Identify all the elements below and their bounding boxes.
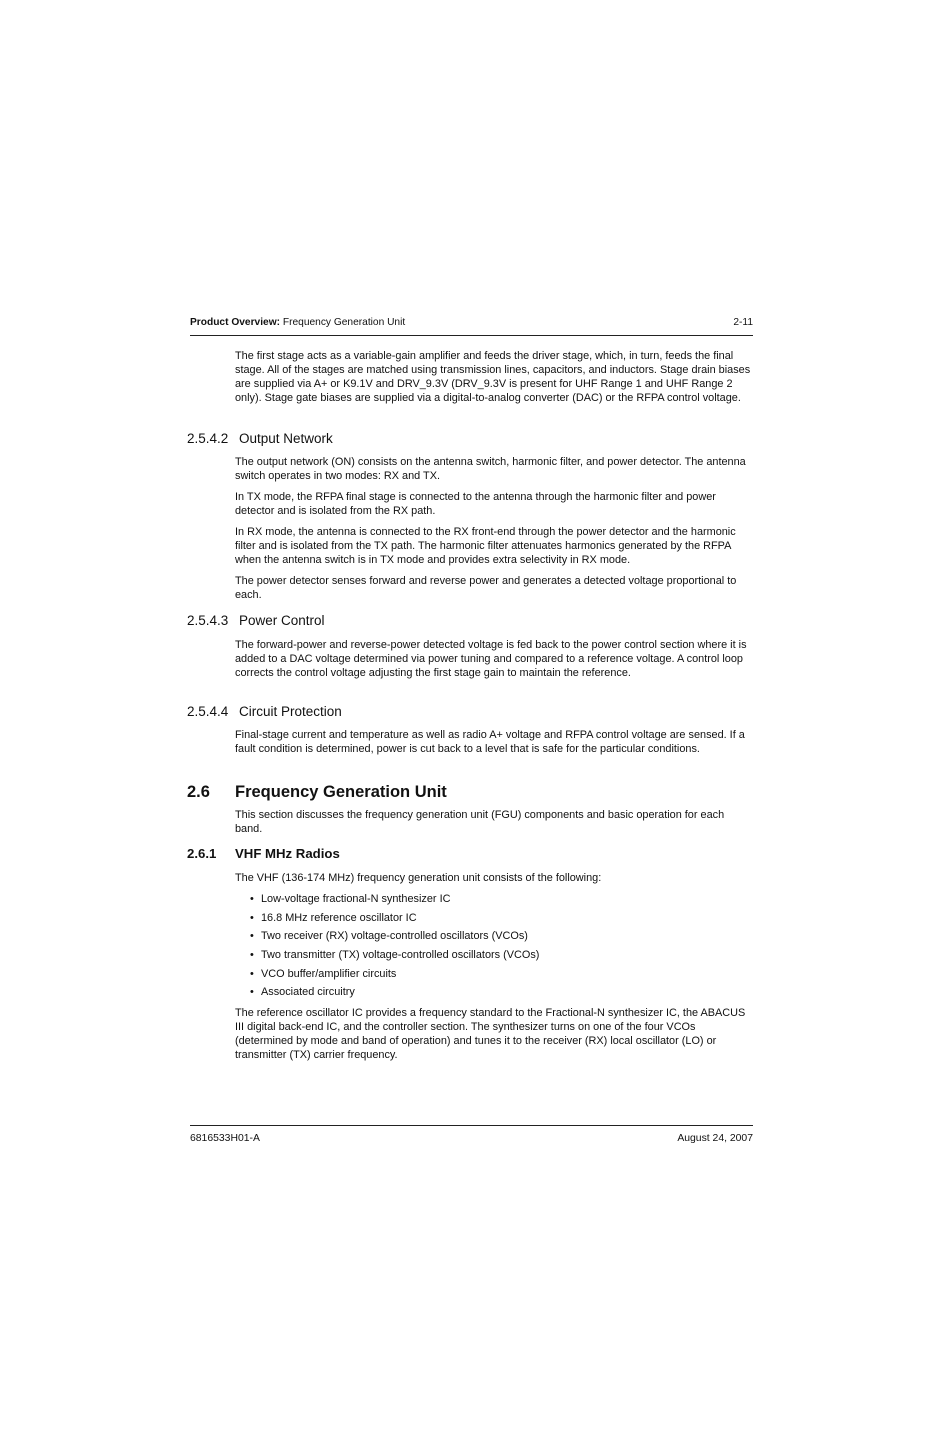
heading-number: 2.5.4.4 xyxy=(187,704,229,719)
bullet-icon: • xyxy=(250,893,254,905)
bullet-icon: • xyxy=(250,986,254,999)
list-item xyxy=(250,929,730,948)
power-control-paragraph xyxy=(235,638,751,680)
header-rule xyxy=(190,335,753,336)
list-item xyxy=(250,911,730,930)
heading-number: 2.6.1 xyxy=(187,846,217,861)
list-item xyxy=(250,967,730,986)
list-item-text: VCO buffer/amplifier circuits xyxy=(261,967,397,980)
heading-number: 2.6 xyxy=(187,783,210,801)
bullet-icon: • xyxy=(250,930,254,943)
paragraph: The reference oscillator IC provides a frequency standard to the Fractional-N synthesizer IC, the ABACUS III digital back-end IC, and the controller section. The synthesizer turns on one of the four VCOs (determined by mode and band of operation) and tunes it to the receiver (RX) local oscillator (LO) or transmitter (TX) carrier frequency. xyxy=(235,1007,746,1061)
heading-vhf-mhz-radios xyxy=(187,846,340,862)
list-item-text: Two transmitter (TX) voltage-controlled oscillators (VCOs) xyxy=(261,949,540,962)
paragraph: The power detector senses forward and reverse power and generates a detected voltage proportional to each. xyxy=(235,575,737,601)
page-number: 2-11 xyxy=(733,317,753,328)
heading-title: Circuit Protection xyxy=(239,704,342,719)
vhf-component-list xyxy=(250,892,730,1004)
list-item-text: Associated circuitry xyxy=(261,986,355,999)
list-item xyxy=(250,892,730,911)
vhf-intro xyxy=(235,871,751,885)
heading-output-network xyxy=(187,431,333,447)
bullet-icon: • xyxy=(250,949,254,962)
bullet-icon: • xyxy=(250,911,254,924)
page-header xyxy=(190,317,753,333)
paragraph: The output network (ON) consists on the antenna switch, harmonic filter, and power detector. The antenna switch operates in two modes: RX and TX. xyxy=(235,456,746,482)
heading-title: Output Network xyxy=(239,431,333,446)
heading-number: 2.5.4.3 xyxy=(187,613,229,628)
list-item-text: 16.8 MHz reference oscillator IC xyxy=(261,911,417,924)
output-network-p4 xyxy=(235,574,751,602)
heading-power-control xyxy=(187,613,325,629)
paragraph: This section discusses the frequency generation unit (FGU) components and basic operation for each band. xyxy=(235,809,725,835)
vhf-closing-paragraph xyxy=(235,1006,751,1062)
running-title-topic: Frequency Generation Unit xyxy=(282,317,406,328)
paragraph: In TX mode, the RFPA final stage is connected to the antenna through the harmonic filter and power detector and is isolated from the RX path. xyxy=(235,491,716,517)
paragraph: In RX mode, the antenna is connected to the RX front-end through the power detector and the harmonic filter and is isolated from the TX path. The harmonic filter attenuates harmonics generated by the RFPA when the antenna switch is in TX mode and provides extra selectivity in RX mode. xyxy=(235,526,736,566)
publication-date: August 24, 2007 xyxy=(677,1133,753,1144)
list-item xyxy=(250,985,730,1004)
footer-rule xyxy=(190,1125,753,1126)
list-item xyxy=(250,948,730,967)
circuit-protection-paragraph xyxy=(235,728,751,756)
output-network-p1 xyxy=(235,455,751,483)
output-network-p3 xyxy=(235,525,751,567)
heading-frequency-generation-unit xyxy=(187,782,447,802)
paragraph: Final-stage current and temperature as well as radio A+ voltage and RFPA control voltage are sensed. If a fault condition is determined, power is cut back to a level that is safe for the particular conditions. xyxy=(235,729,745,755)
heading-circuit-protection xyxy=(187,704,342,720)
fgu-paragraph xyxy=(235,808,751,836)
list-item-text: Low-voltage fractional-N synthesizer IC xyxy=(261,893,451,905)
list-item-text: Two receiver (RX) voltage-controlled oscillators (VCOs) xyxy=(261,930,528,943)
paragraph: The VHF (136-174 MHz) frequency generation unit consists of the following: xyxy=(235,872,602,884)
intro-paragraph-text: The first stage acts as a variable-gain amplifier and feeds the driver stage, which, in turn, feeds the final stage. All of the stages are matched using transmission lines, capacitors, and inductors. Stage drain biases are supplied via A+ or K9.1V and DRV_9.3V (DRV_9.3V is present for UHF Range 1 and UHF Range 2 only). Stage gate biases are supplied via a digital-to-analog converter (DAC) or the RFPA control voltage. xyxy=(235,350,751,404)
output-network-p2 xyxy=(235,490,751,518)
document-number: 6816533H01-A xyxy=(190,1133,260,1144)
heading-title: Frequency Generation Unit xyxy=(235,783,447,801)
bullet-icon: • xyxy=(250,967,254,980)
heading-number: 2.5.4.2 xyxy=(187,431,229,446)
paragraph: The forward-power and reverse-power detected voltage is fed back to the power control section where it is added to a DAC voltage determined via power tuning and compared to a reference voltage. A control loop corrects the control voltage adjusting the first stage gain to maintain the reference. xyxy=(235,639,747,679)
heading-title: VHF MHz Radios xyxy=(235,846,340,861)
heading-title: Power Control xyxy=(239,613,325,628)
intro-paragraph xyxy=(235,349,751,405)
running-title xyxy=(190,317,405,328)
running-title-section: Product Overview: xyxy=(190,317,281,328)
